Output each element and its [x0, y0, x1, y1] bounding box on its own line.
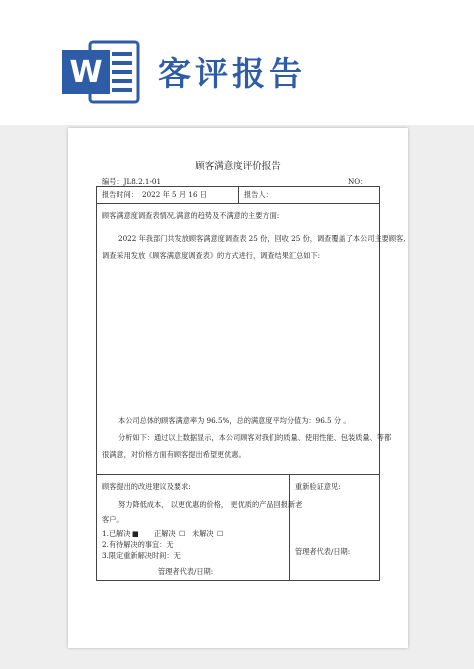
status-unresolved-label: 未解决	[192, 529, 214, 538]
analysis-line-1: 分析如下：通过以上数据显示，本公司顾客对我们的质量、使用性能、包装质量、等都	[118, 433, 392, 442]
document-title: 顾客满意度评价报告	[195, 161, 281, 172]
section-2-heading: 顾客提出的改进建议及要求:	[102, 482, 191, 491]
table-border-right	[379, 186, 380, 581]
table-border-left	[96, 186, 97, 581]
status-resolved-checkbox: ■	[132, 529, 139, 538]
word-document-icon	[60, 38, 142, 106]
row-divider-1	[96, 203, 380, 204]
document-version: NO：	[348, 177, 368, 186]
management-signature-left: 管理者代表/日期:	[158, 567, 214, 576]
reverification-heading: 重新验证意见:	[295, 482, 341, 491]
analysis-line-2: 很满意，对价格方面有顾客提出希望更优惠。	[102, 450, 246, 459]
bottom-cell-divider	[289, 474, 290, 581]
status-unresolved-checkbox: ☐	[217, 529, 224, 538]
satisfaction-summary: 本公司总体的顾客满意率为 96.5%，总的满意度平均分值为：96.5 分 。	[118, 416, 351, 425]
status-in-progress-label: 正解决	[154, 529, 176, 538]
row-divider-2	[96, 474, 380, 475]
pending-issues: 2.有待解决的事宜：无	[102, 540, 174, 549]
header-cell-divider	[238, 186, 239, 203]
status-in-progress-checkbox: ☐	[179, 529, 186, 538]
report-time-label: 报告时间：	[102, 190, 138, 199]
page-title: 客评报告	[158, 54, 306, 93]
reopen-deadline: 3.限定重新解决时间：无	[102, 551, 181, 560]
document-number: 编号：JL8.2.1-01	[102, 177, 162, 186]
survey-paragraph-line-1: 2022 年我部门共发放顾客满意度调查表 25 份，回收 25 份，调查覆盖了本公司主要顾客,	[118, 234, 406, 243]
survey-paragraph-line-2: 调查采用发放《顾客满意度调查表》的方式进行，调查结果汇总如下:	[102, 251, 321, 260]
table-border-bottom	[96, 580, 380, 581]
status-resolved-label: 1.已解决	[102, 529, 131, 538]
management-signature-right: 管理者代表/日期:	[295, 547, 351, 556]
header-banner	[0, 0, 474, 125]
section-1-heading: 顾客满意度调查表情况,满意的趋势及不满意的主要方面:	[102, 211, 280, 220]
reporter-label: 报告人：	[244, 190, 273, 199]
document-page	[68, 128, 408, 648]
requirement-line-1: 努力降低成本， 以更优惠的价格， 更优质的产品回报新老	[118, 500, 303, 509]
requirement-line-2: 客户。	[102, 515, 124, 524]
report-date: 2022 年 5 月 16 日	[142, 190, 207, 199]
svg-text:W: W	[69, 55, 103, 90]
